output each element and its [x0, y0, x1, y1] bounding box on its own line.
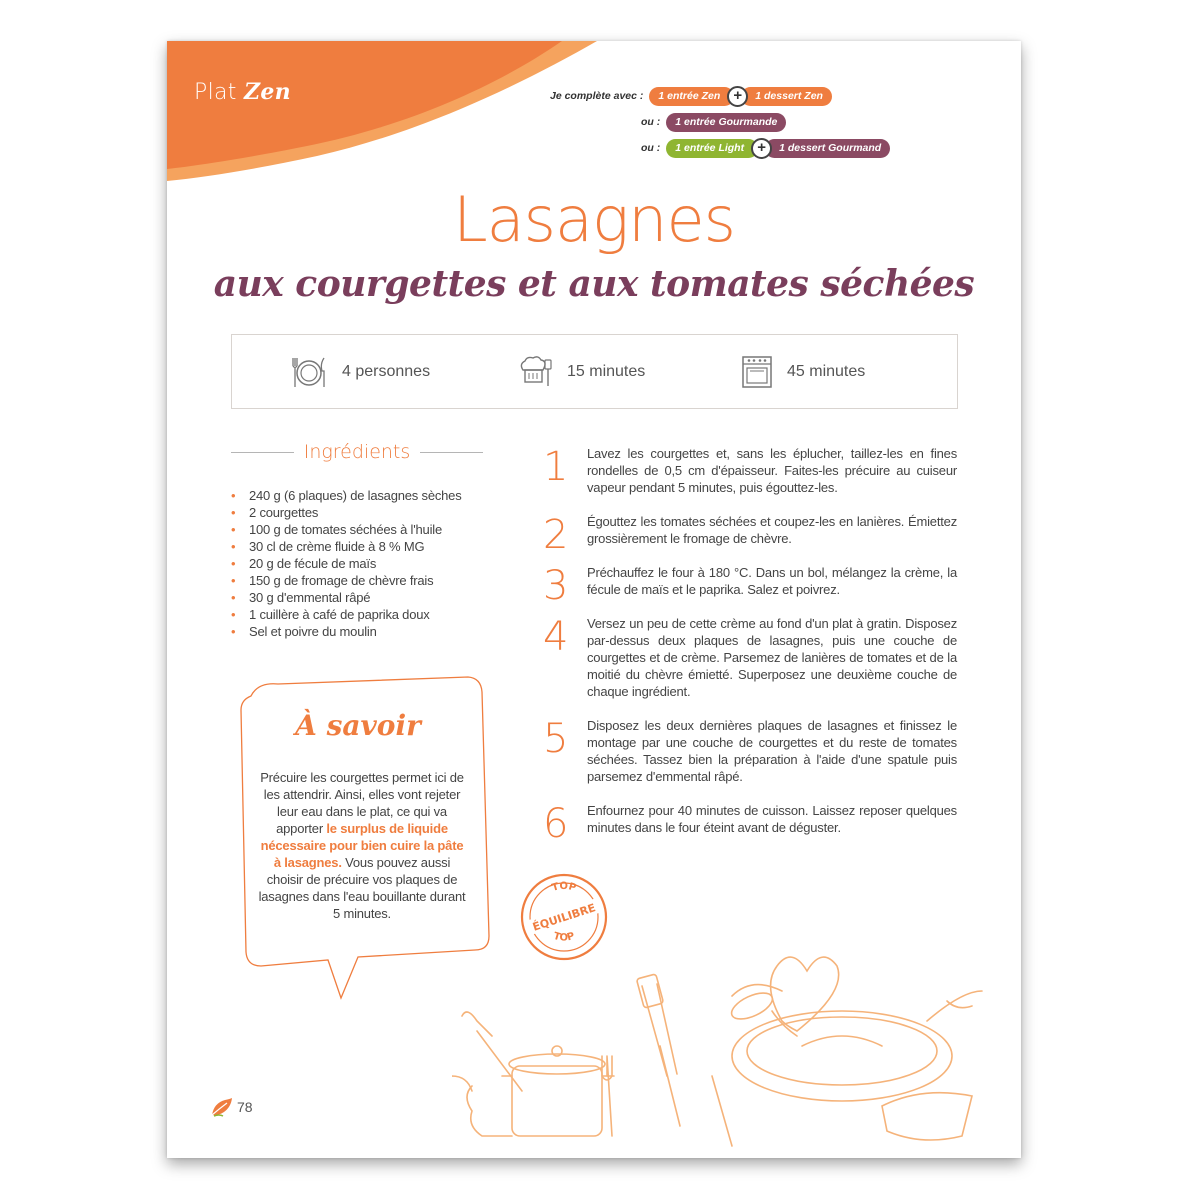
step [537, 801, 957, 847]
plus-icon: + [727, 86, 748, 107]
combo-prefix: Je complète avec : [550, 90, 644, 102]
tip-text-after: Vous pouvez aussi choisir de précuire vos plaques de lasagnes dans l'eau bouillante durant 5 minutes. [258, 855, 466, 921]
leaf-logo-icon [211, 1097, 233, 1117]
step [537, 563, 957, 609]
divider [231, 452, 294, 453]
ingredient-item: • Sel et poivre du moulin [231, 623, 462, 640]
step [537, 512, 957, 558]
oven-icon [741, 355, 773, 389]
divider [420, 452, 483, 453]
stamp-top: TOP [550, 880, 578, 894]
pill-entree-gourmande: 1 entrée Gourmande [666, 113, 786, 132]
plate-cutlery-icon [290, 354, 328, 390]
tip-text-highlight: le surplus de liquide nécessaire pour bien cuire la pâte à lasagnes. [260, 821, 464, 870]
stamp-bottom: TOP [552, 930, 576, 944]
recipe-title: Lasagnes [453, 183, 735, 256]
step [537, 615, 957, 700]
combo-prefix: ou : [641, 116, 661, 128]
ingredient-item: • 150 g de fromage de chèvre frais [231, 572, 462, 589]
ingredient-item: • 20 g de fécule de maïs [231, 555, 462, 572]
tip-text-before: Précuire les courgettes permet ici de les attendrir. Ainsi, elles vont rejeter leur eau dans le plat, ce qui va apporter [260, 770, 464, 836]
steps-list [537, 439, 957, 847]
step-number: 1 [543, 444, 569, 490]
step-text: Préchauffez le four à 180 °C. Dans un bol, mélangez la crème, la fécule de maïs et le paprika. Salez et poivrez. [587, 565, 957, 597]
section-zen: Zen [243, 79, 291, 105]
combo-row-1 [550, 86, 832, 106]
svg-text:TOP [551, 881, 578, 894]
step-text: Égouttez les tomates séchées et coupez-les en lanières. Émiettez grossièrement le fromage de chèvre. [587, 514, 957, 546]
info-prep-time [517, 335, 645, 408]
step [537, 717, 957, 785]
pill-entree-light: 1 entrée Light [666, 139, 758, 158]
pill-entree-zen: 1 entrée Zen [649, 87, 734, 106]
info-servings [290, 335, 430, 408]
step-text: Disposez les deux dernières plaques de lasagnes et finissez le montage par une couche de courgettes et du reste de tomates séchées. Tassez bien la préparation à l'aide d'une spatule puis parsemez d'emmental râpé. [587, 718, 957, 784]
combo-row-3 [641, 138, 890, 158]
page-number: 78 [237, 1099, 253, 1115]
ingredients-heading [231, 441, 483, 463]
step-text: Enfournez pour 40 minutes de cuisson. Laissez reposer quelques minutes dans le four éteint avant de déguster. [587, 803, 957, 835]
step-number: 6 [543, 801, 569, 847]
recipe-page [167, 41, 1021, 1158]
ingredient-item: • 1 cuillère à café de paprika doux [231, 606, 462, 623]
pill-dessert-zen: 1 dessert Zen [741, 87, 832, 106]
chef-spatula-icon [517, 354, 553, 390]
cook-time-text: 45 minutes [787, 362, 866, 380]
recipe-subtitle: aux courgettes et aux tomates séchées [213, 263, 975, 305]
info-box [231, 334, 958, 409]
step-number: 2 [543, 512, 569, 558]
plus-icon: + [751, 138, 772, 159]
pill-dessert-gourmand: 1 dessert Gourmand [765, 139, 890, 158]
servings-text: 4 personnes [342, 362, 431, 380]
step-number: 3 [543, 563, 569, 609]
ingredients-list [231, 487, 462, 640]
step-number: 4 [543, 614, 569, 660]
tip-text [257, 769, 467, 922]
ingredient-item: • 2 courgettes [231, 504, 462, 521]
prep-time-text: 15 minutes [567, 362, 646, 380]
page-footer [211, 1097, 253, 1117]
step-text: Lavez les courgettes et, sans les éplucher, taillez-les en fines rondelles de 0,5 cm d'épaisseur. Faites-les précuire au cuiseur vapeur pendant 5 minutes, puis égouttez-les. [587, 446, 957, 495]
section-label [194, 79, 291, 105]
info-cook-time [741, 335, 865, 408]
stamp-middle: ÉQUILIBRE [531, 901, 598, 934]
section-plat: Plat [194, 80, 237, 105]
step [537, 445, 957, 496]
ingredients-heading-text: Ingrédients [303, 441, 411, 463]
kitchen-utensils-illustration [452, 936, 992, 1158]
ingredient-item: • 240 g (6 plaques) de lasagnes sèches [231, 487, 462, 504]
ingredient-item: • 30 g d'emmental râpé [231, 589, 462, 606]
combo-prefix: ou : [641, 142, 661, 154]
combo-row-2 [641, 112, 786, 132]
tip-title: À savoir [295, 709, 421, 742]
step-number: 5 [543, 716, 569, 762]
ingredient-item: • 30 cl de crème fluide à 8 % MG [231, 538, 462, 555]
ingredient-item: • 100 g de tomates séchées à l'huile [231, 521, 462, 538]
step-text: Versez un peu de cette crème au fond d'un plat à gratin. Disposez par-dessus deux plaques de lasagnes, puis une couche de courgettes et de crème. Parsemez de lanières de tomates et de la moitié du chèvre émietté. Superposez une deuxième couche de chaque ingrédient. [587, 616, 957, 699]
